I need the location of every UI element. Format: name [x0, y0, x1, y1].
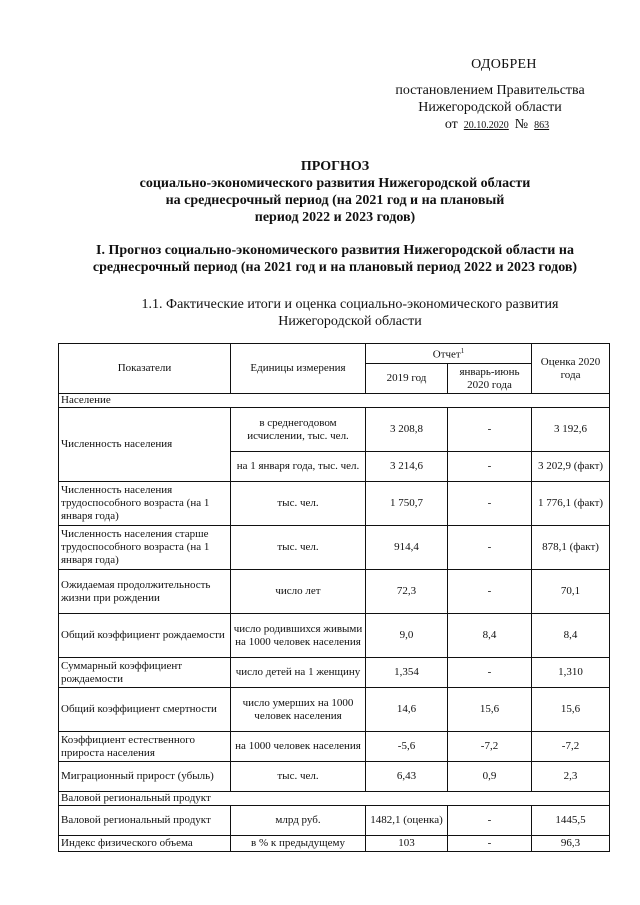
subsection-heading: [90, 296, 610, 330]
header-estimate: Оценка 2020 года: [532, 344, 610, 394]
cell-unit: в среднегодовом исчислении, тыс. чел.: [231, 408, 366, 452]
header-unit: Единицы измерения: [231, 344, 366, 394]
cell-janjun: -: [448, 806, 532, 836]
cell-estimate: 1 776,1 (факт): [532, 482, 610, 526]
group-population: Население: [59, 394, 610, 408]
cell-2019: 72,3: [366, 570, 448, 614]
title-line-3: на среднесрочный период (на 2021 год и на плановый: [165, 193, 505, 208]
cell-janjun: -: [448, 526, 532, 570]
table-row: [59, 658, 610, 688]
cell-2019: 914,4: [366, 526, 448, 570]
approval-number-sign: №: [514, 117, 529, 132]
approval-date-prefix: от: [444, 117, 458, 132]
approval-status: ОДОБРЕН: [471, 57, 537, 72]
cell-2019: 6,43: [366, 762, 448, 792]
cell-2019: -5,6: [366, 732, 448, 762]
cell-unit: в % к предыдущему: [231, 836, 366, 852]
cell-estimate: 3 202,9 (факт): [532, 452, 610, 482]
forecast-table: [58, 343, 610, 852]
cell-indicator: Численность населения трудоспособного возраста (на 1 января года): [59, 482, 231, 526]
table-row: [59, 688, 610, 732]
header-report-label: Отчет: [432, 348, 461, 361]
group-grp: Валовой региональный продукт: [59, 792, 610, 806]
cell-2019: 3 208,8: [366, 408, 448, 452]
cell-unit: на 1000 человек населения: [231, 732, 366, 762]
cell-estimate: 96,3: [532, 836, 610, 852]
cell-2019: 1 750,7: [366, 482, 448, 526]
footnote-mark: 1: [460, 347, 465, 356]
title-line-1: ПРОГНОЗ: [300, 159, 370, 174]
cell-indicator: Общий коэффициент рождаемости: [59, 614, 231, 658]
cell-indicator: Миграционный прирост (убыль): [59, 762, 231, 792]
approval-number: 863: [534, 120, 550, 131]
header-2019: 2019 год: [366, 364, 448, 394]
section-heading: [60, 242, 610, 276]
cell-2019: 103: [366, 836, 448, 852]
approval-line-2: Нижегородской области: [418, 100, 562, 115]
cell-2019: 3 214,6: [366, 452, 448, 482]
approval-line-1: постановлением Правительства: [395, 83, 585, 98]
approval-stamp: [385, 56, 595, 134]
cell-unit: число детей на 1 женщину: [231, 658, 366, 688]
cell-indicator: Ожидаемая продолжительность жизни при рождении: [59, 570, 231, 614]
cell-indicator: Коэффициент естественного прироста населения: [59, 732, 231, 762]
header-janjun: январь-июнь 2020 года: [448, 364, 532, 394]
cell-2019: 1,354: [366, 658, 448, 688]
cell-estimate: 3 192,6: [532, 408, 610, 452]
table-group-row: [59, 792, 610, 806]
cell-indicator: Численность населения старше трудоспособного возраста (на 1 января года): [59, 526, 231, 570]
cell-estimate: 70,1: [532, 570, 610, 614]
cell-janjun: 0,9: [448, 762, 532, 792]
cell-indicator: Суммарный коэффициент рождаемости: [59, 658, 231, 688]
table-row: [59, 836, 610, 852]
cell-2019: 14,6: [366, 688, 448, 732]
cell-indicator: Численность населения: [59, 408, 231, 482]
cell-janjun: -: [448, 482, 532, 526]
section-line-2: среднесрочный период (на 2021 год и на плановый период 2022 и 2023 годов): [92, 260, 578, 275]
cell-estimate: 1,310: [532, 658, 610, 688]
cell-estimate: -7,2: [532, 732, 610, 762]
cell-estimate: 8,4: [532, 614, 610, 658]
cell-janjun: -7,2: [448, 732, 532, 762]
cell-unit: число родившихся живыми на 1000 человек населения: [231, 614, 366, 658]
table-row: [59, 806, 610, 836]
table-row: [59, 408, 610, 452]
section-line-1: I. Прогноз социально-экономического развития Нижегородской области на: [96, 243, 574, 258]
cell-janjun: -: [448, 570, 532, 614]
title-line-4: период 2022 и 2023 годов): [254, 210, 416, 225]
cell-indicator: Общий коэффициент смертности: [59, 688, 231, 732]
subsection-line-2: Нижегородской области: [278, 314, 422, 329]
cell-unit: тыс. чел.: [231, 762, 366, 792]
title-line-2: социально-экономического развития Нижегородской области: [139, 176, 531, 191]
cell-unit: число умерших на 1000 человек населения: [231, 688, 366, 732]
cell-2019: 1482,1 (оценка): [366, 806, 448, 836]
table-row: [59, 762, 610, 792]
cell-unit: млрд руб.: [231, 806, 366, 836]
cell-janjun: 15,6: [448, 688, 532, 732]
cell-estimate: 878,1 (факт): [532, 526, 610, 570]
cell-estimate: 15,6: [532, 688, 610, 732]
table-row: [59, 614, 610, 658]
cell-indicator: Индекс физического объема: [59, 836, 231, 852]
table-row: [59, 732, 610, 762]
cell-unit: число лет: [231, 570, 366, 614]
table-row: [59, 570, 610, 614]
cell-janjun: -: [448, 408, 532, 452]
cell-estimate: 1445,5: [532, 806, 610, 836]
document-title: [60, 158, 610, 226]
approval-date: 20.10.2020: [463, 120, 509, 131]
cell-unit: тыс. чел.: [231, 526, 366, 570]
cell-janjun: -: [448, 452, 532, 482]
cell-2019: 9,0: [366, 614, 448, 658]
cell-janjun: -: [448, 658, 532, 688]
cell-estimate: 2,3: [532, 762, 610, 792]
cell-janjun: 8,4: [448, 614, 532, 658]
cell-unit: на 1 января года, тыс. чел.: [231, 452, 366, 482]
table-row: [59, 526, 610, 570]
table-group-row: [59, 394, 610, 408]
header-report: [366, 344, 532, 364]
cell-janjun: -: [448, 836, 532, 852]
subsection-line-1: 1.1. Фактические итоги и оценка социально-экономического развития: [141, 297, 559, 312]
cell-unit: тыс. чел.: [231, 482, 366, 526]
table-row: [59, 482, 610, 526]
cell-indicator: Валовой региональный продукт: [59, 806, 231, 836]
header-indicator: Показатели: [59, 344, 231, 394]
approval-date-line: [405, 116, 595, 134]
